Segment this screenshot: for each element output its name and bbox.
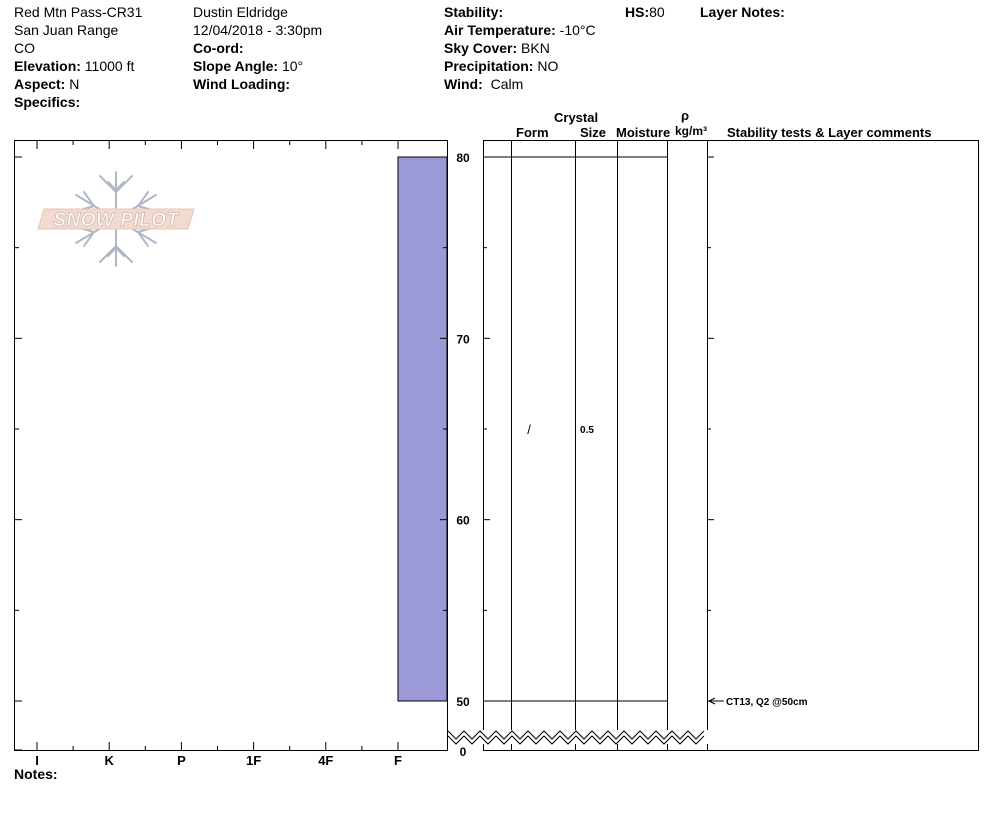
stability-label: Stability: [444,4,504,20]
state: CO [14,40,35,56]
aspect-value: N [69,76,80,92]
layer-notes-label: Layer Notes: [700,4,785,20]
depth-tick-label: 60 [456,513,470,528]
aspect-label: Aspect: [14,76,66,92]
hardness-tick-label: 1F [246,753,262,768]
wind-loading-label: Wind Loading: [193,76,291,92]
crystal-table-frame [484,141,708,751]
snow-pilot-logo [38,172,194,266]
rho-header: ρ [681,108,690,123]
wind-value: Calm [490,76,524,92]
comments-frame [708,141,979,751]
hardness-layer-bar [398,157,447,701]
observer: Dustin Eldridge [193,4,288,20]
specifics-label: Specifics: [14,94,81,110]
air-temp-label: Air Temperature: [444,22,556,38]
sky-label: Sky Cover: [444,40,518,56]
form-header: Form [516,125,549,140]
crystal-cells [527,422,594,437]
elevation-value: 11000 ft [84,58,135,74]
sky-value: BKN [521,40,550,56]
density-unit-header: kg/m³ [675,124,708,138]
depth-tick-label: 0 [459,745,467,759]
hardness-frame [15,141,448,751]
slope-label: Slope Angle: [193,58,279,74]
notes-label: Notes: [14,766,58,782]
axis-break [448,730,708,744]
moisture-header: Moisture [616,125,671,140]
hs-label: HS: [625,4,650,20]
depth-tick-label: 80 [456,151,470,165]
hardness-layers [398,157,447,701]
size-header: Size [580,125,607,140]
hardness-ticks [14,141,402,768]
logo-text: SNOW PILOT [53,210,179,231]
datetime: 12/04/2018 - 3:30pm [193,22,323,38]
slope-value: 10° [281,58,304,74]
crystal-form-symbol: / [527,422,531,437]
hardness-tick-label: I [35,753,39,768]
hardness-tick-label: 4F [318,753,334,768]
crystal-header: Crystal [554,110,599,125]
depth-axis [440,151,714,759]
stability-tests [709,697,808,708]
location: Red Mtn Pass-CR31 [14,4,143,20]
test-label: CT13, Q2 @50cm [726,697,808,708]
hardness-tick-label: P [177,753,186,768]
hardness-tick-label: F [394,753,402,768]
wind-label: Wind: [444,76,483,92]
depth-tick-label: 70 [456,332,470,347]
hardness-tick-label: K [104,753,114,768]
comments-header: Stability tests & Layer comments [727,125,932,140]
hs-value: 80 [649,4,665,20]
air-temp-value: -10°C [559,22,596,38]
precip-value: NO [537,58,559,74]
coord-label: Co-ord: [193,40,244,56]
range: San Juan Range [14,22,119,38]
depth-tick-label: 50 [456,695,470,709]
precip-label: Precipitation: [444,58,534,74]
crystal-size: 0.5 [580,425,594,436]
elevation-label: Elevation: [14,58,81,74]
